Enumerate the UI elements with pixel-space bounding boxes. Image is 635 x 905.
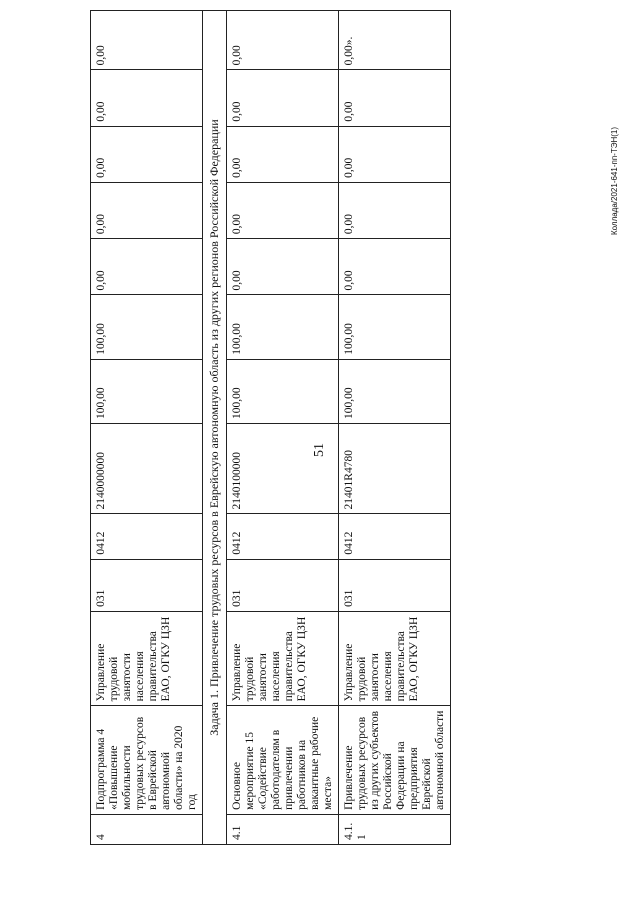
row-grbs: 031 [339, 559, 451, 611]
row-value: 0,00 [91, 182, 203, 238]
task-heading: Задача 1. Привлечение трудовых ресурсов в Еврейскую автономную область из других регионов Российской Федерации [203, 11, 227, 845]
row-value: 0,00 [91, 239, 203, 295]
row-rzpr: 0412 [91, 514, 203, 559]
row-value: 100,00 [227, 359, 339, 423]
row-executor: Управление трудовой занятости населения правительства ЕАО, ОГКУ ЦЗН [339, 611, 451, 705]
budget-table-wrapper [90, 10, 451, 845]
row-value: 0,00 [91, 70, 203, 126]
row-value: 0,00 [91, 126, 203, 182]
row-grbs: 031 [91, 559, 203, 611]
row-csr: 2140100000 [227, 424, 339, 514]
row-name: Привлечение трудовых ресурсов из других субъектов Российской Федерации на предприятия Еврейской автономной области [339, 706, 451, 815]
row-executor: Управление трудовой занятости населения правительства ЕАО, ОГКУ ЦЗН [227, 611, 339, 705]
document-id: Коллада/2021-641-пп-ТЭН(1) [610, 126, 619, 236]
row-value: 0,00 [227, 182, 339, 238]
row-value: 0,00 [227, 11, 339, 70]
row-value: 100,00 [227, 295, 339, 359]
row-value: 100,00 [91, 359, 203, 423]
task-row [203, 11, 227, 845]
row-value: 0,00 [227, 70, 339, 126]
row-value: 0,00 [339, 126, 451, 182]
row-number: 4.1 [227, 814, 339, 844]
row-value: 100,00 [91, 295, 203, 359]
row-value: 0,00 [227, 126, 339, 182]
row-rzpr: 0412 [339, 514, 451, 559]
row-executor: Управление трудовой занятости населения правительства ЕАО, ОГКУ ЦЗН [91, 611, 203, 705]
row-number: 4 [91, 814, 203, 844]
budget-table [90, 10, 451, 845]
row-value: 0,00 [339, 70, 451, 126]
row-csr: 21401R4780 [339, 424, 451, 514]
row-value: 0,00 [339, 182, 451, 238]
row-rzpr: 0412 [227, 514, 339, 559]
row-name: Основное мероприятие 15 «Содействие работодателям в привлечении работников на вакантные рабочие места» [227, 706, 339, 815]
table-row [339, 11, 451, 845]
row-value: 100,00 [339, 295, 451, 359]
row-grbs: 031 [227, 559, 339, 611]
row-value: 100,00 [339, 359, 451, 423]
page-number: 51 [312, 443, 327, 457]
row-name: Подпрограмма 4 «Повышение мобильности трудовых ресурсов в Еврейской автономной области» на 2020 год [91, 706, 203, 815]
row-value: 0,00 [91, 11, 203, 70]
row-number: 4.1.1 [339, 814, 451, 844]
row-value: 0,00 [227, 239, 339, 295]
row-value: 0,00». [339, 11, 451, 70]
table-row [227, 11, 339, 845]
row-csr: 2140000000 [91, 424, 203, 514]
row-value: 0,00 [339, 239, 451, 295]
table-row [91, 11, 203, 845]
